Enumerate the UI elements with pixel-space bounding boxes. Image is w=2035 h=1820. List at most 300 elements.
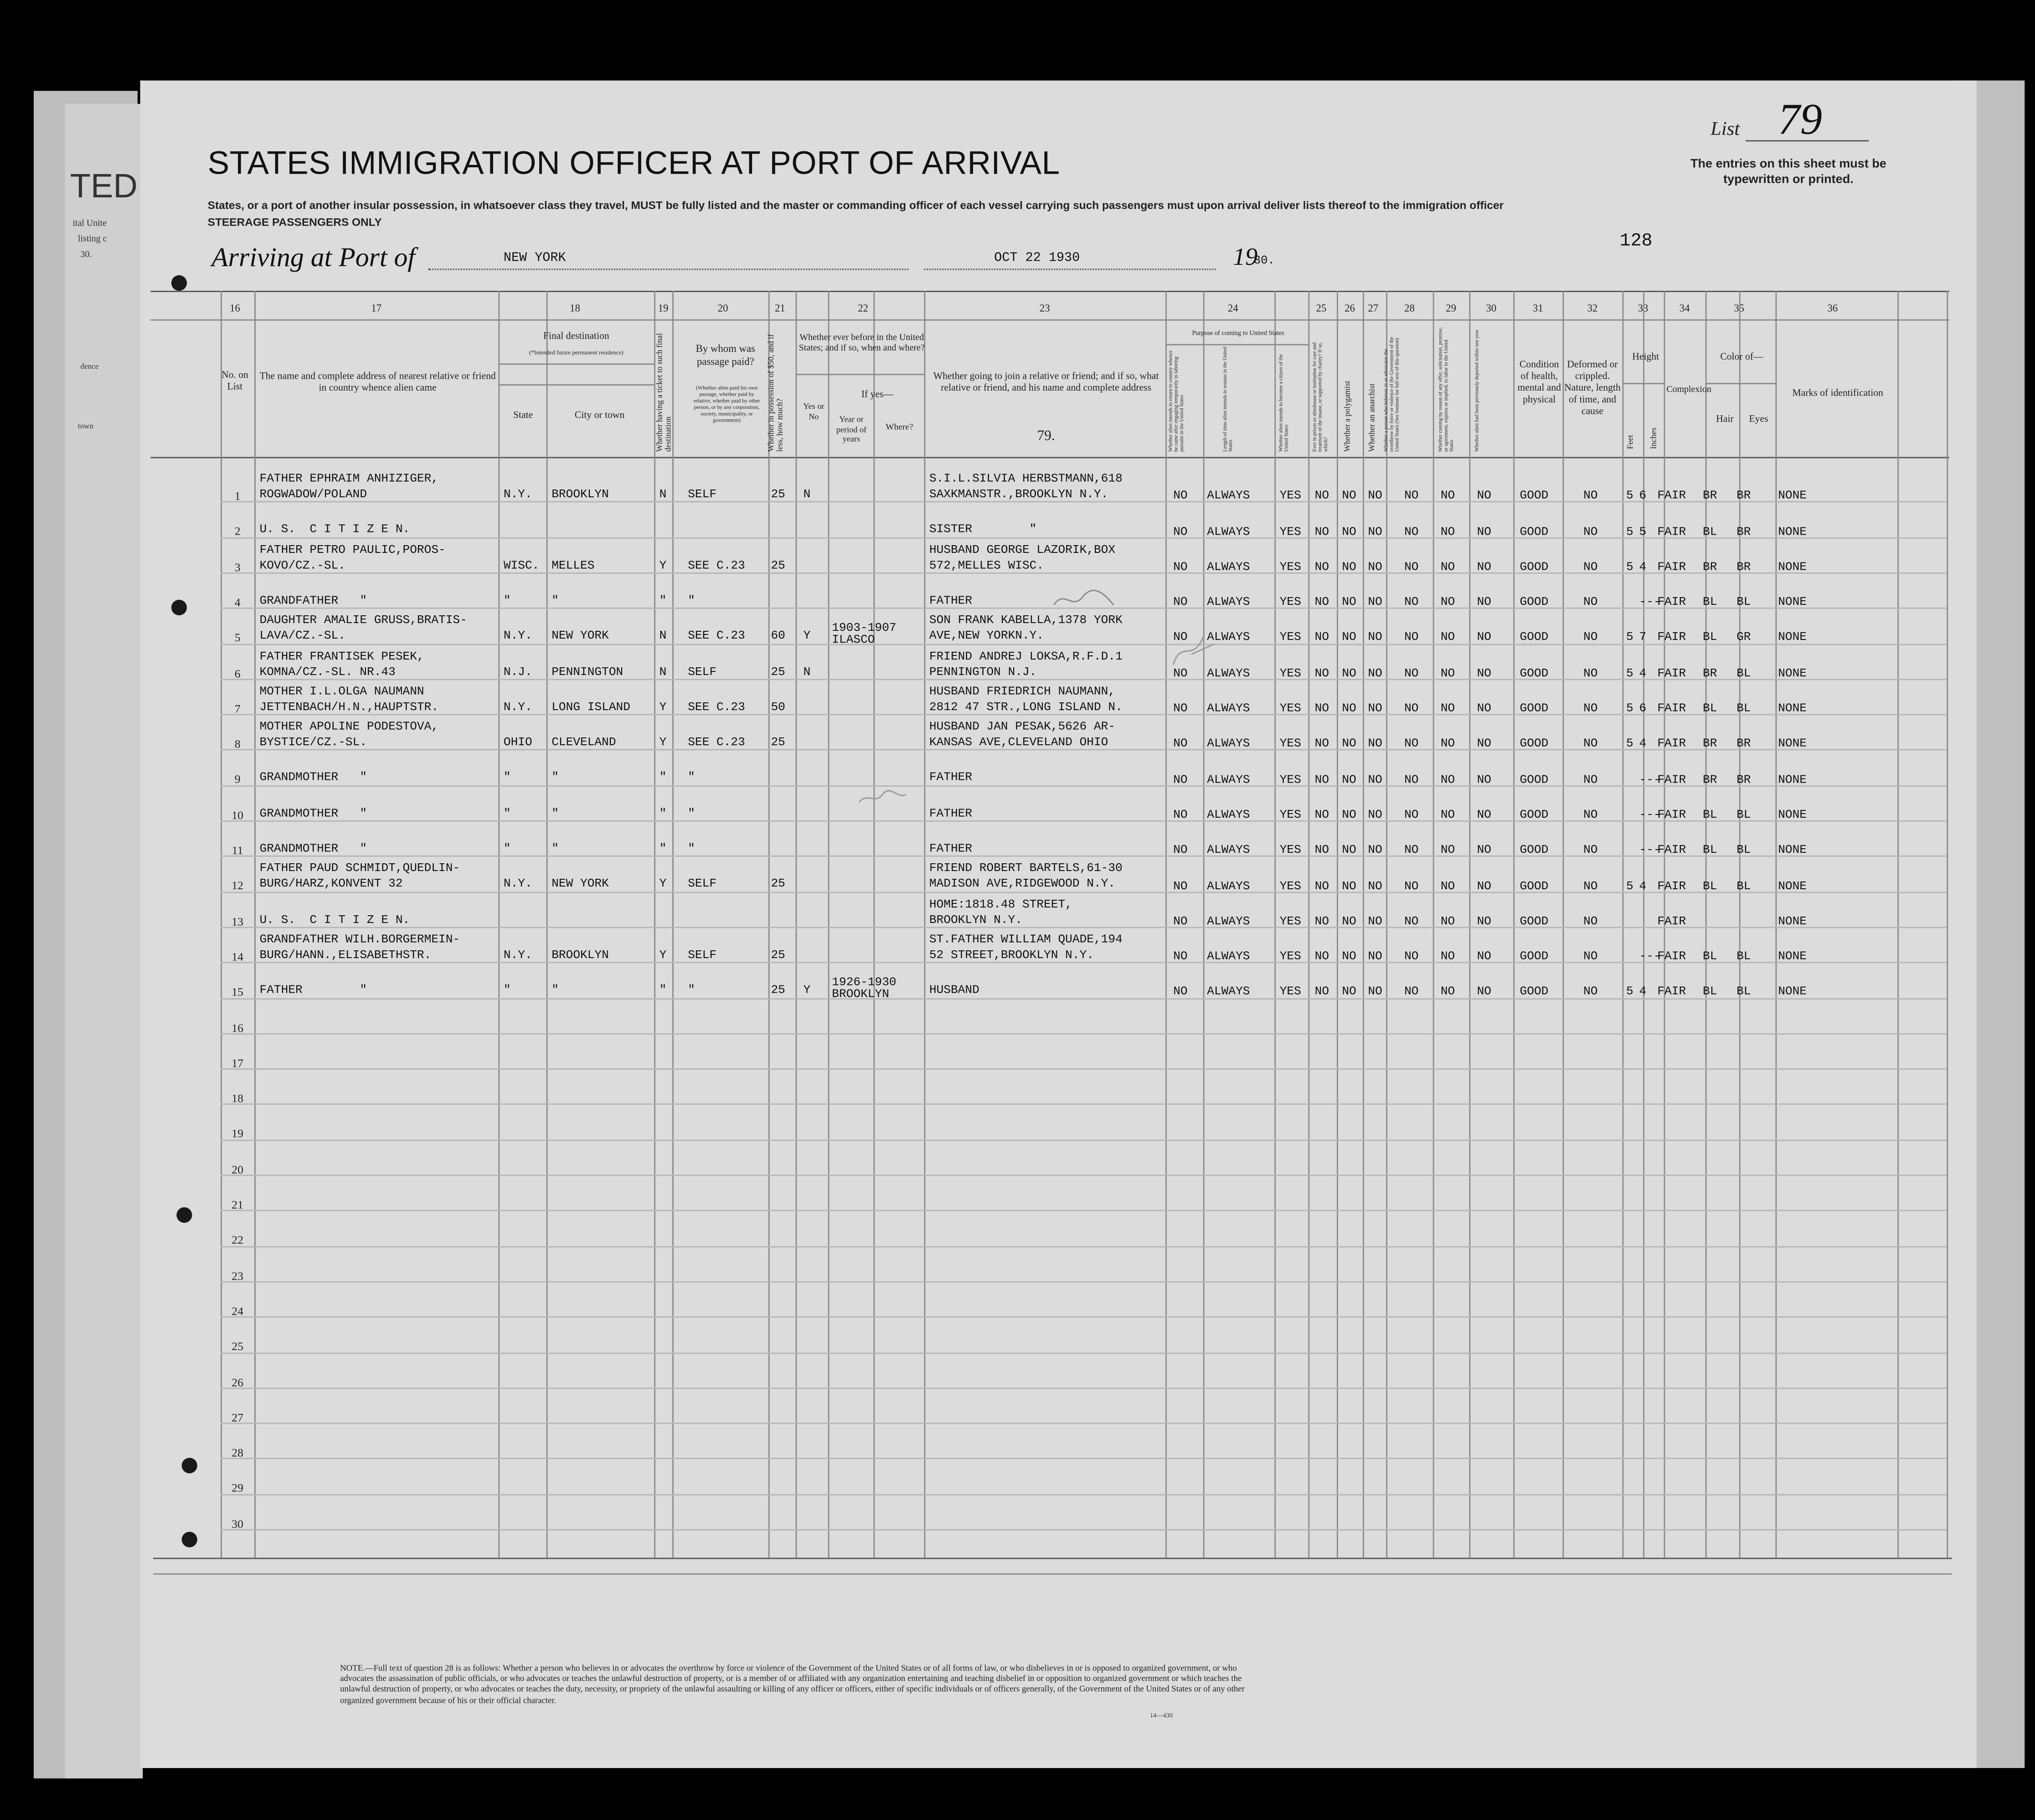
- prison-cell: NO: [1314, 949, 1329, 964]
- q30-cell: NO: [1477, 842, 1491, 857]
- hair-cell: BR: [1703, 665, 1717, 680]
- purpose-return-cell: NO: [1173, 665, 1188, 680]
- prison-cell: NO: [1314, 559, 1329, 574]
- citizen-intent-cell: YES: [1279, 524, 1301, 538]
- where-cell: BROOKLYN: [832, 986, 889, 1000]
- inches-cell: ---: [1639, 772, 1661, 786]
- row-rule: [221, 785, 1947, 786]
- state-cell: N.Y.: [503, 947, 532, 962]
- eyes-cell: BR: [1736, 524, 1751, 538]
- relative-line-1: FATHER PETRO PAULIC,POROS-: [259, 542, 446, 557]
- subheader-divider: [1705, 383, 1776, 384]
- column-divider: [768, 291, 770, 1558]
- citizen-intent-cell: YES: [1279, 772, 1301, 786]
- row-number: 21: [232, 1198, 243, 1212]
- ticket-cell: ": [659, 593, 667, 608]
- eyes-cell: BL: [1736, 594, 1751, 609]
- q28-cell: NO: [1404, 665, 1419, 680]
- purpose-return-cell: NO: [1173, 772, 1188, 786]
- marks-cell: NONE: [1778, 913, 1807, 928]
- row-rule: [221, 1175, 1947, 1176]
- row-number: 12: [232, 879, 243, 892]
- q30-cell: NO: [1477, 594, 1491, 609]
- inches-cell: ---: [1639, 842, 1661, 857]
- marks-cell: NONE: [1778, 949, 1807, 964]
- inches-cell: 4: [1639, 984, 1647, 999]
- purpose-return-cell: NO: [1173, 701, 1188, 716]
- column-divider: [546, 291, 548, 1558]
- feet-cell: 5: [1626, 878, 1633, 892]
- joining-line-2: KANSAS AVE,CLEVELAND OHIO: [929, 735, 1108, 749]
- health-cell: GOOD: [1520, 913, 1549, 928]
- ticket-cell: ": [659, 770, 667, 785]
- polygamist-cell: NO: [1342, 594, 1356, 609]
- row-number: 20: [232, 1162, 243, 1176]
- prison-cell: NO: [1314, 630, 1329, 644]
- ever-before-cell: Y: [803, 983, 811, 997]
- anarchist-cell: NO: [1368, 913, 1382, 928]
- health-cell: GOOD: [1520, 594, 1549, 609]
- relative-line-2: U. S. C I T I Z E N.: [259, 522, 410, 537]
- complexion-cell: FAIR: [1657, 913, 1686, 928]
- money-cell: 25: [771, 876, 785, 891]
- hair-cell: BL: [1703, 807, 1717, 822]
- q29-cell: NO: [1440, 878, 1455, 892]
- citizen-intent-cell: YES: [1279, 913, 1301, 928]
- marks-cell: NONE: [1778, 772, 1807, 786]
- column-divider: [1513, 291, 1515, 1558]
- row-rule: [221, 714, 1947, 716]
- row-rule: [221, 679, 1947, 680]
- passage-paid-cell: ": [688, 593, 695, 608]
- q29-cell: NO: [1440, 842, 1455, 857]
- city-cell: ": [551, 983, 559, 997]
- header-complexion: Complexion: [1666, 384, 1711, 395]
- row-rule: [221, 1352, 1947, 1353]
- punch-hole: [182, 1458, 197, 1473]
- hair-cell: BR: [1703, 772, 1717, 786]
- passage-paid-cell: SEE C.23: [688, 699, 745, 714]
- header-bottom-rule: [150, 457, 1949, 458]
- header-ticket: Whether having a ticket to such final destination: [655, 333, 674, 452]
- column-number: 20: [717, 302, 728, 315]
- complexion-cell: FAIR: [1657, 772, 1686, 786]
- money-cell: 25: [771, 557, 785, 572]
- q28-cell: NO: [1404, 701, 1419, 716]
- eyes-cell: BR: [1736, 772, 1751, 786]
- q30-cell: NO: [1477, 701, 1491, 716]
- eyes-cell: BL: [1736, 984, 1751, 999]
- passage-paid-cell: ": [688, 805, 695, 820]
- relative-line-1: MOTHER I.L.OLGA NAUMANN: [259, 684, 424, 698]
- joining-line-2: BROOKLYN N.Y.: [929, 912, 1023, 927]
- ticket-cell: N: [659, 487, 667, 501]
- ticket-cell: N: [659, 664, 667, 679]
- row-rule: [221, 1033, 1947, 1034]
- marks-cell: NONE: [1778, 842, 1807, 857]
- deformed-cell: NO: [1583, 665, 1598, 680]
- handwritten-mark: [856, 789, 908, 814]
- column-divider: [1308, 291, 1309, 1558]
- header-nearest-relative: The name and complete address of nearest relative or friend in country whence alien came: [259, 370, 496, 394]
- ticket-cell: Y: [659, 947, 667, 962]
- q30-cell: NO: [1477, 524, 1491, 538]
- eyes-cell: BL: [1736, 842, 1751, 857]
- citizen-intent-cell: YES: [1279, 807, 1301, 822]
- punch-hole: [176, 1207, 192, 1223]
- city-cell: ": [551, 841, 559, 856]
- column-divider: [1363, 291, 1364, 1558]
- q30-cell: NO: [1477, 630, 1491, 644]
- left-fragment: listing c: [77, 233, 107, 244]
- row-number: 19: [232, 1127, 243, 1140]
- q30-cell: NO: [1477, 949, 1491, 964]
- joining-line-2: AVE,NEW YORKN.Y.: [929, 628, 1044, 643]
- row-rule: [221, 1104, 1947, 1105]
- deformed-cell: NO: [1583, 594, 1598, 609]
- header-top-rule: [150, 291, 1949, 292]
- deformed-cell: NO: [1583, 949, 1598, 964]
- joining-line-2: MADISON AVE,RIDGEWOOD N.Y.: [929, 876, 1116, 891]
- typewritten-note: The entries on this sheet must be typewritten or printed.: [1690, 157, 1886, 187]
- left-fragment: TED: [70, 166, 138, 205]
- purpose-return-cell: NO: [1173, 984, 1188, 999]
- city-cell: BROOKLYN: [551, 947, 609, 962]
- passage-paid-cell: SELF: [688, 876, 717, 891]
- q28-cell: NO: [1404, 630, 1419, 644]
- row-number: 16: [232, 1021, 243, 1034]
- state-cell: WISC.: [503, 557, 540, 572]
- state-cell: ": [503, 805, 511, 820]
- city-cell: LONG ISLAND: [551, 699, 630, 714]
- column-number: 35: [1734, 302, 1745, 315]
- polygamist-cell: NO: [1342, 630, 1356, 644]
- city-cell: ": [551, 770, 559, 785]
- state-cell: ": [503, 841, 511, 856]
- complexion-cell: FAIR: [1657, 736, 1686, 751]
- joining-line-1: S.I.L.SILVIA HERBSTMANN,618: [929, 471, 1123, 486]
- q29-cell: NO: [1440, 630, 1455, 644]
- row-number: 28: [232, 1446, 243, 1459]
- q29-cell: NO: [1440, 665, 1455, 680]
- joining-line-1: HUSBAND JAN PESAK,5626 AR-: [929, 719, 1116, 734]
- deformed-cell: NO: [1583, 772, 1598, 786]
- city-cell: ": [551, 805, 559, 820]
- q29-cell: NO: [1440, 488, 1455, 503]
- q28-cell: NO: [1404, 807, 1419, 822]
- hair-cell: BR: [1703, 736, 1717, 751]
- form-code: 14—430: [1149, 1713, 1173, 1720]
- row-number: 27: [232, 1411, 243, 1424]
- relative-line-1: FATHER PAUD SCHMIDT,QUEDLIN-: [259, 861, 460, 876]
- city-cell: PENNINGTON: [551, 664, 623, 679]
- page-title: STATES IMMIGRATION OFFICER AT PORT OF ARRIVAL: [207, 145, 1060, 182]
- row-rule: [221, 501, 1947, 503]
- row-rule: [221, 1423, 1947, 1424]
- row-rule: [221, 820, 1947, 822]
- q28-cell: NO: [1404, 559, 1419, 574]
- inches-cell: 4: [1639, 878, 1647, 892]
- citizen-intent-cell: YES: [1279, 949, 1301, 964]
- polygamist-cell: NO: [1342, 665, 1356, 680]
- q28-cell: NO: [1404, 949, 1419, 964]
- hair-cell: BL: [1703, 701, 1717, 716]
- health-cell: GOOD: [1520, 842, 1549, 857]
- column-divider: [1563, 291, 1564, 1558]
- deformed-cell: NO: [1583, 807, 1598, 822]
- header-q30: Whether alien had been previously deported within one year: [1474, 330, 1480, 452]
- header-q29: Whether coming by reason of any offer, solicitation, promise, or agreement, express or implied, to labor in the United States: [1438, 327, 1455, 452]
- row-number: 26: [232, 1375, 243, 1388]
- handwriting-scribble: [856, 789, 908, 808]
- port-line: [428, 269, 909, 270]
- row-number: 18: [232, 1092, 243, 1105]
- eyes-cell: BR: [1736, 559, 1751, 574]
- marks-cell: NONE: [1778, 594, 1807, 609]
- column-number: 25: [1316, 302, 1327, 315]
- hair-cell: BR: [1703, 488, 1717, 503]
- q28-cell: NO: [1404, 772, 1419, 786]
- inches-cell: 4: [1639, 736, 1647, 751]
- row-rule: [221, 1246, 1947, 1247]
- joining-line-2: FATHER: [929, 770, 973, 785]
- header-where: Where?: [886, 423, 913, 433]
- header-purpose-a: Whether alien intends to return to country whence he came after engaging temporarily in laboring pursuits in the United States: [1168, 350, 1185, 452]
- anarchist-cell: NO: [1368, 701, 1382, 716]
- prison-cell: NO: [1314, 913, 1329, 928]
- marks-cell: NONE: [1778, 665, 1807, 680]
- left-fragment: town: [77, 423, 94, 431]
- row-rule: [221, 1494, 1947, 1495]
- state-cell: ": [503, 593, 511, 608]
- punch-hole: [171, 275, 187, 291]
- health-cell: GOOD: [1520, 665, 1549, 680]
- column-divider: [1203, 291, 1205, 1558]
- column-number: 28: [1404, 302, 1415, 315]
- header-joining-number: 79.: [1037, 428, 1055, 444]
- header-condition: Condition of health, mental and physical: [1517, 358, 1561, 406]
- header-color-of: Color of—: [1720, 350, 1763, 362]
- deformed-cell: NO: [1583, 630, 1598, 644]
- joining-line-1: SON FRANK KABELLA,1378 YORK: [929, 613, 1123, 628]
- column-number: 23: [1039, 302, 1050, 315]
- polygamist-cell: NO: [1342, 984, 1356, 999]
- joining-line-1: HUSBAND GEORGE LAZORIK,BOX: [929, 542, 1116, 557]
- row-number: 13: [232, 914, 243, 928]
- header-purpose: Purpose of coming to United States: [1192, 331, 1284, 338]
- money-cell: 25: [771, 947, 785, 962]
- state-cell: N.Y.: [503, 699, 532, 714]
- q28-cell: NO: [1404, 524, 1419, 538]
- prison-cell: NO: [1314, 842, 1329, 857]
- relative-line-2: GRANDFATHER ": [259, 593, 367, 608]
- header-city: City or town: [574, 409, 625, 421]
- prison-cell: NO: [1314, 594, 1329, 609]
- list-number: 79: [1778, 96, 1823, 144]
- q28-cell: NO: [1404, 984, 1419, 999]
- relative-line-2: BURG/HARZ,KONVENT 32: [259, 876, 403, 891]
- header-passage-paid-note: (Whether alien paid his own passage, whether paid by relative, whether paid by other person, or by any corporation, society, municipality, or government): [693, 384, 760, 423]
- citizen-intent-cell: YES: [1279, 630, 1301, 644]
- left-fragment: ital Unite: [72, 218, 107, 229]
- column-number: 36: [1827, 302, 1838, 315]
- length-of-stay-cell: ALWAYS: [1207, 488, 1250, 503]
- header-year-period: Year or period of years: [836, 415, 867, 445]
- anarchist-cell: NO: [1368, 772, 1382, 786]
- anarchist-cell: NO: [1368, 842, 1382, 857]
- passage-paid-cell: SEE C.23: [688, 735, 745, 749]
- column-divider: [796, 291, 797, 1558]
- q29-cell: NO: [1440, 984, 1455, 999]
- joining-line-1: HUSBAND FRIEDRICH NAUMANN,: [929, 684, 1116, 698]
- header-inches: Inches: [1649, 427, 1659, 449]
- prison-cell: NO: [1314, 665, 1329, 680]
- q30-cell: NO: [1477, 488, 1491, 503]
- eyes-cell: BR: [1736, 488, 1751, 503]
- length-of-stay-cell: ALWAYS: [1207, 842, 1250, 857]
- anarchist-cell: NO: [1368, 878, 1382, 892]
- date-value: OCT 22 1930: [994, 252, 1080, 266]
- length-of-stay-cell: ALWAYS: [1207, 807, 1250, 822]
- header-feet: Feet: [1626, 435, 1635, 449]
- column-divider: [1897, 291, 1899, 1558]
- column-divider: [1337, 291, 1338, 1558]
- relative-line-1: MOTHER APOLINE PODESTOVA,: [259, 719, 439, 734]
- column-divider: [1776, 291, 1777, 1558]
- length-of-stay-cell: ALWAYS: [1207, 772, 1250, 786]
- handwriting-scribble: [1168, 626, 1220, 678]
- subheader-divider: [498, 384, 654, 386]
- column-number: 16: [230, 302, 240, 315]
- hair-cell: BL: [1703, 630, 1717, 644]
- column-divider: [828, 291, 829, 1558]
- money-cell: 25: [771, 664, 785, 679]
- column-number: 34: [1679, 302, 1690, 315]
- header-deformed: Deformed or crippled. Nature, length of time, and cause: [1564, 358, 1621, 418]
- header-prison: Ever in prison or almshouse or institution for care and treatment of the insane, or supported by charity? If so, which?: [1312, 342, 1329, 452]
- hair-cell: BL: [1703, 878, 1717, 892]
- q30-cell: NO: [1477, 913, 1491, 928]
- row-number: 25: [232, 1340, 243, 1353]
- city-cell: NEW YORK: [551, 876, 609, 891]
- row-rule: [221, 1529, 1947, 1531]
- row-number: 29: [232, 1481, 243, 1495]
- row-number: 5: [234, 631, 241, 644]
- inches-cell: ---: [1639, 949, 1661, 964]
- purpose-return-cell: NO: [1173, 524, 1188, 538]
- ever-before-cell: N: [803, 487, 811, 501]
- ticket-cell: Y: [659, 699, 667, 714]
- prison-cell: NO: [1314, 878, 1329, 892]
- prison-cell: NO: [1314, 772, 1329, 786]
- anarchist-cell: NO: [1368, 488, 1382, 503]
- underlying-page-left-2: [65, 104, 143, 1779]
- passage-paid-cell: SEE C.23: [688, 628, 745, 643]
- citizen-intent-cell: YES: [1279, 594, 1301, 609]
- column-divider: [1433, 291, 1434, 1558]
- length-of-stay-cell: ALWAYS: [1207, 736, 1250, 751]
- q28-cell: NO: [1404, 842, 1419, 857]
- polygamist-cell: NO: [1342, 772, 1356, 786]
- table-bottom-rule: [153, 1558, 1952, 1559]
- joining-line-1: FRIEND ANDREJ LOKSA,R.F.D.1: [929, 648, 1123, 663]
- deformed-cell: NO: [1583, 488, 1598, 503]
- complexion-cell: FAIR: [1657, 878, 1686, 892]
- length-of-stay-cell: ALWAYS: [1207, 630, 1250, 644]
- row-rule: [221, 537, 1947, 538]
- relative-line-1: GRANDFATHER WILH.BORGERMEIN-: [259, 932, 460, 946]
- anarchist-cell: NO: [1368, 559, 1382, 574]
- hair-cell: BL: [1703, 984, 1717, 999]
- header-purpose-b: Length of time alien intends to remain in the United States: [1222, 346, 1234, 452]
- purpose-return-cell: NO: [1173, 913, 1188, 928]
- inches-cell: 7: [1639, 630, 1647, 644]
- q29-cell: NO: [1440, 736, 1455, 751]
- passage-paid-cell: SEE C.23: [688, 557, 745, 572]
- row-rule: [221, 1068, 1947, 1070]
- complexion-cell: FAIR: [1657, 701, 1686, 716]
- relative-line-2: KOVO/CZ.-SL.: [259, 557, 345, 572]
- joining-line-2: SISTER ": [929, 522, 1037, 537]
- citizen-intent-cell: YES: [1279, 736, 1301, 751]
- hair-cell: BL: [1703, 524, 1717, 538]
- health-cell: GOOD: [1520, 736, 1549, 751]
- steerage-label: STEERAGE PASSENGERS ONLY: [207, 215, 382, 229]
- complexion-cell: FAIR: [1657, 842, 1686, 857]
- anarchist-cell: NO: [1368, 594, 1382, 609]
- q30-cell: NO: [1477, 807, 1491, 822]
- eyes-cell: BL: [1736, 665, 1751, 680]
- deformed-cell: NO: [1583, 524, 1598, 538]
- passage-paid-cell: ": [688, 983, 695, 997]
- inches-cell: ---: [1639, 594, 1661, 609]
- joining-line-2: PENNINGTON N.J.: [929, 664, 1037, 679]
- year-prefix: 19: [1233, 244, 1258, 272]
- city-cell: MELLES: [551, 557, 595, 572]
- city-cell: BROOKLYN: [551, 487, 609, 501]
- relative-line-1: FATHER EPHRAIM ANHIZIGER,: [259, 471, 439, 486]
- inches-cell: 4: [1639, 559, 1647, 574]
- column-number: 22: [858, 302, 869, 315]
- row-rule: [221, 1387, 1947, 1389]
- punch-hole: [171, 600, 187, 615]
- citizen-intent-cell: YES: [1279, 701, 1301, 716]
- marks-cell: NONE: [1778, 524, 1807, 538]
- deformed-cell: NO: [1583, 701, 1598, 716]
- joining-line-2: FATHER: [929, 841, 973, 856]
- column-number: 32: [1587, 302, 1598, 315]
- anarchist-cell: NO: [1368, 736, 1382, 751]
- column-divider: [654, 291, 655, 1558]
- polygamist-cell: NO: [1342, 736, 1356, 751]
- row-number: 9: [234, 773, 241, 786]
- header-state: State: [513, 409, 533, 421]
- money-cell: 50: [771, 699, 785, 714]
- citizen-intent-cell: YES: [1279, 559, 1301, 574]
- year-suffix: 30.: [1253, 254, 1275, 268]
- feet-cell: 5: [1626, 559, 1633, 574]
- hair-cell: BL: [1703, 594, 1717, 609]
- column-divider: [254, 291, 256, 1558]
- sheet-number: 128: [1619, 231, 1653, 252]
- marks-cell: NONE: [1778, 701, 1807, 716]
- polygamist-cell: NO: [1342, 949, 1356, 964]
- handwritten-mark: [1168, 626, 1220, 684]
- column-divider: [221, 291, 222, 1558]
- q28-cell: NO: [1404, 913, 1419, 928]
- inches-cell: 6: [1639, 488, 1647, 503]
- complexion-cell: FAIR: [1657, 488, 1686, 503]
